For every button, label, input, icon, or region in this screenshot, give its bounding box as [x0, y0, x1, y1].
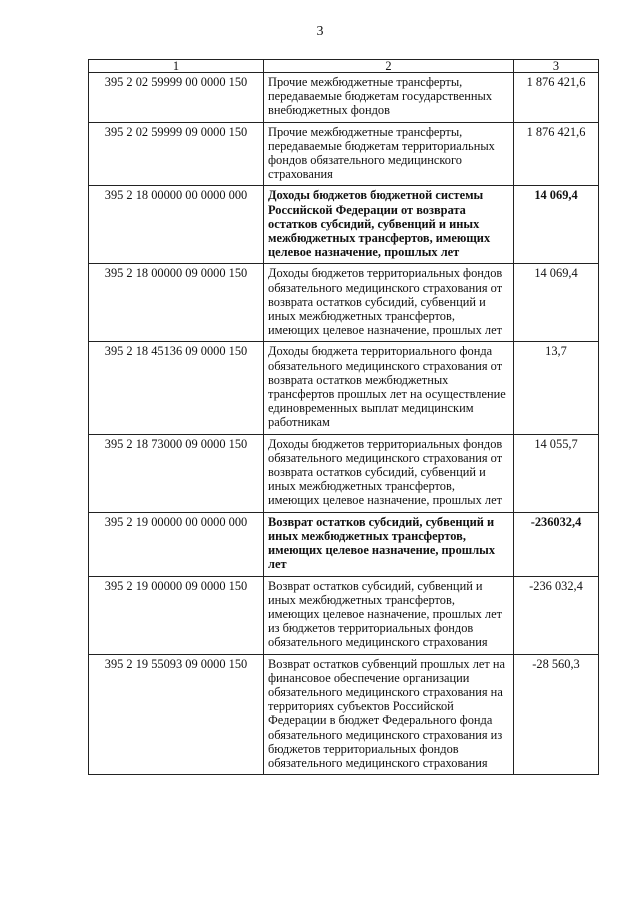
table-row — [89, 73, 599, 123]
description-cell: Возврат остатков субсидий, субвенций и иных межбюджетных трансфертов, имеющих целевое назначение, прошлых лет — [264, 512, 514, 576]
budget-code-cell: 395 2 18 45136 09 0000 150 — [89, 342, 264, 434]
budget-code-cell: 395 2 18 00000 09 0000 150 — [89, 264, 264, 342]
budget-code-cell: 395 2 19 00000 09 0000 150 — [89, 576, 264, 654]
description-cell: Возврат остатков субвенций прошлых лет на финансовое обеспечение организации обязательного медицинского страхования на территориях субъектов Российской Федерации в бюджет Федерального фонда обязательного медицинского страхования из бюджетов территориальных фондов обязательного медицинского страхования — [264, 654, 514, 775]
amount-cell: 14 069,4 — [514, 186, 599, 264]
amount-cell: 14 069,4 — [514, 264, 599, 342]
amount-cell: -236032,4 — [514, 512, 599, 576]
description-cell: Прочие межбюджетные трансферты, передаваемые бюджетам государственных внебюджетных фондов — [264, 73, 514, 123]
description-cell: Прочие межбюджетные трансферты, передаваемые бюджетам территориальных фондов обязательного медицинского страхования — [264, 122, 514, 186]
description-cell: Доходы бюджета территориального фонда обязательного медицинского страхования от возврата остатков межбюджетных трансфертов прошлых лет на осуществление единовременных выплат медицинским работникам — [264, 342, 514, 434]
table-header-row — [89, 60, 599, 73]
header-col-2: 2 — [264, 60, 514, 73]
budget-code-cell: 395 2 19 55093 09 0000 150 — [89, 654, 264, 775]
table-row — [89, 434, 599, 512]
table-row — [89, 576, 599, 654]
budget-table — [88, 59, 599, 775]
table-row — [89, 122, 599, 186]
budget-code-cell: 395 2 19 00000 00 0000 000 — [89, 512, 264, 576]
description-cell: Доходы бюджетов территориальных фондов обязательного медицинского страхования от возврата остатков субсидий, субвенций и иных межбюджетных трансфертов, имеющих целевое назначение, прошлых лет — [264, 434, 514, 512]
amount-cell: -28 560,3 — [514, 654, 599, 775]
budget-code-cell: 395 2 02 59999 09 0000 150 — [89, 122, 264, 186]
amount-cell: 1 876 421,6 — [514, 73, 599, 123]
amount-cell: 1 876 421,6 — [514, 122, 599, 186]
table-row-summary — [89, 512, 599, 576]
description-cell: Доходы бюджетов бюджетной системы Российской Федерации от возврата остатков субсидий, субвенций и иных межбюджетных трансфертов, имеющих целевое назначение, прошлых лет — [264, 186, 514, 264]
budget-code-cell: 395 2 02 59999 00 0000 150 — [89, 73, 264, 123]
amount-cell: 14 055,7 — [514, 434, 599, 512]
page-number: 3 — [316, 24, 324, 39]
header-col-3: 3 — [514, 60, 599, 73]
description-cell: Возврат остатков субсидий, субвенций и иных межбюджетных трансфертов, имеющих целевое назначение, прошлых лет из бюджетов территориальных фондов обязательного медицинского страхования — [264, 576, 514, 654]
table-row — [89, 654, 599, 775]
table-row — [89, 264, 599, 342]
table-row-summary — [89, 186, 599, 264]
description-cell: Доходы бюджетов территориальных фондов обязательного медицинского страхования от возврата остатков субсидий, субвенций и иных межбюджетных трансфертов, имеющих целевое назначение, прошлых лет — [264, 264, 514, 342]
table-row — [89, 342, 599, 434]
budget-code-cell: 395 2 18 73000 09 0000 150 — [89, 434, 264, 512]
header-col-1: 1 — [89, 60, 264, 73]
amount-cell: 13,7 — [514, 342, 599, 434]
budget-code-cell: 395 2 18 00000 00 0000 000 — [89, 186, 264, 264]
amount-cell: -236 032,4 — [514, 576, 599, 654]
